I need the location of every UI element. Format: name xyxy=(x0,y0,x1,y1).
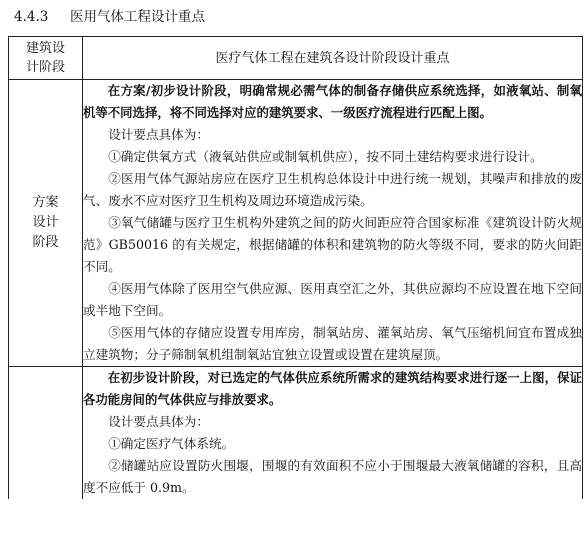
stage-line: 方案 xyxy=(32,195,59,210)
section-number: 4.4.3 xyxy=(14,9,49,25)
design-point-item: ③氧气储罐与医疗卫生机构外建筑之间的防火间距应符合国家标准《建筑设计防火规范》GB50016 的有关规定，根据储罐的体积和建筑物的防火等级不同，要求的防火间距不同。 xyxy=(83,215,582,274)
lead-statement: 在方案/初步设计阶段，明确常规必需气体的制备存储供应系统选择，如液氧站、制氧机等不同选择，将不同选择对应的建筑要求、一级医疗流程进行匹配上图。 xyxy=(83,83,582,120)
design-point-item: ②医用气体气源站房应在医疗卫生机构总体设计中进行统一规划，其噪声和排放的废气、废水不应对医疗卫生机构及周边环境造成污染。 xyxy=(83,171,582,208)
design-point-item: ④医用气体除了医用空气供应源、医用真空汇之外，其供应源均不应设置在地下空间或半地下空间。 xyxy=(83,281,582,318)
points-intro: 设计要点具体为： xyxy=(108,414,209,429)
design-point-item: ①确定供氧方式（液氧站供应或制氧机供应），按不同土建结构要求进行设计。 xyxy=(108,149,543,164)
header-stage-line: 建筑设 xyxy=(25,41,65,56)
design-points-cell xyxy=(83,80,583,367)
stage-cell xyxy=(9,367,83,500)
stage-cell xyxy=(9,80,83,367)
stage-line: 阶段 xyxy=(32,235,59,250)
lead-statement: 在初步设计阶段，对已选定的气体供应系统所需求的建筑结构要求进行逐一上图，保证各功能房间的气体供应与排放要求。 xyxy=(83,370,582,407)
design-point-item: ②储罐站应设置防火围堰，围堰的有效面积不应小于围堰最大液氧储罐的容积，且高度不应低于 0.9m。 xyxy=(83,458,582,495)
section-title: 医用气体工程设计重点 xyxy=(70,9,205,25)
table-header-row xyxy=(9,37,583,80)
design-point-item: ①确定医疗气体系统。 xyxy=(108,436,235,451)
section-heading xyxy=(14,8,205,26)
stage-line: 设计 xyxy=(32,215,59,230)
design-point-item: ⑤医用气体的存储应设置专用库房，制氧站房、灌氧站房、氧气压缩机间宜布置成独立建筑物；分子筛制氧机组制氧站宜独立设置或设置在建筑屋顶。 xyxy=(83,325,582,362)
points-intro: 设计要点具体为： xyxy=(108,127,209,142)
table-row-scheme-design xyxy=(9,80,583,367)
table-row-preliminary-design xyxy=(9,367,583,500)
design-points-table xyxy=(8,36,583,499)
design-points-cell xyxy=(83,367,583,500)
header-stage-cell xyxy=(9,37,83,80)
header-stage-line: 计阶段 xyxy=(25,60,65,75)
header-points-cell: 医疗气体工程在建筑各设计阶段设计重点 xyxy=(83,37,583,80)
